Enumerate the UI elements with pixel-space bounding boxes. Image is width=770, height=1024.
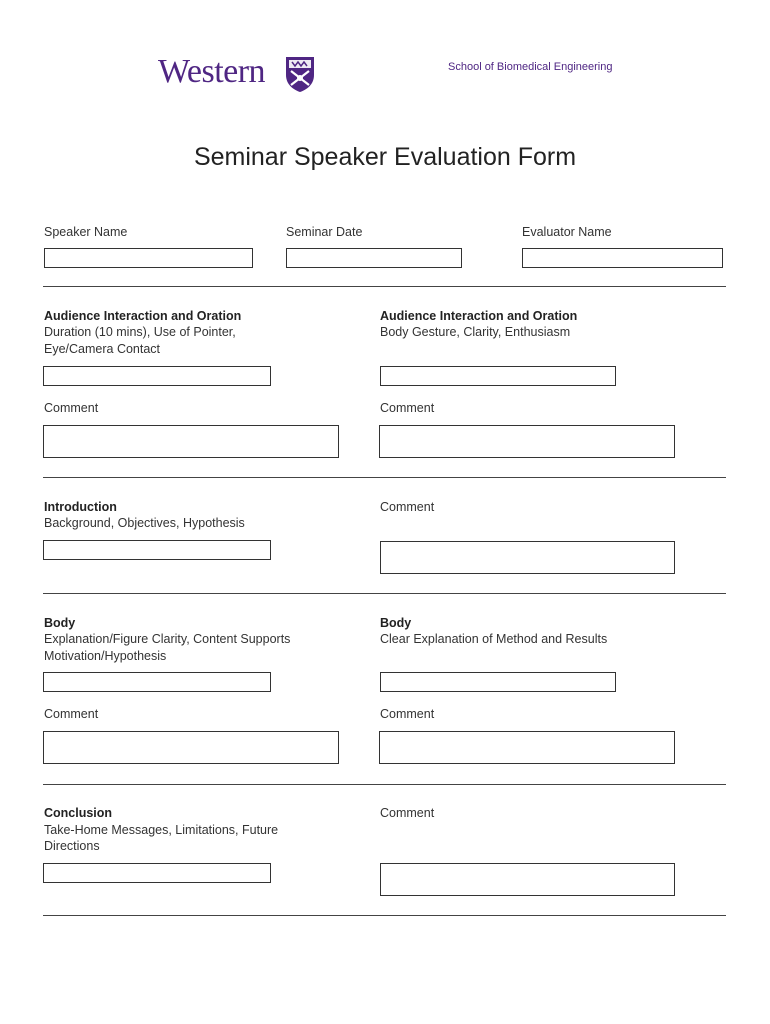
body-left-desc-2: Motivation/Hypothesis: [44, 649, 167, 663]
comment-label: Comment: [44, 707, 99, 721]
body-right-score-input[interactable]: [380, 672, 616, 692]
body-left-heading: Body: [44, 616, 76, 630]
body-right-desc-1: Clear Explanation of Method and Results: [380, 632, 608, 646]
conclusion-desc-1: Take-Home Messages, Limitations, Future: [44, 823, 279, 837]
audience-right-comment-input[interactable]: [379, 425, 675, 458]
evaluator-name-label: Evaluator Name: [522, 225, 612, 239]
evaluator-name-input[interactable]: [522, 248, 723, 268]
introduction-comment-input[interactable]: [380, 541, 675, 574]
section-divider: [43, 784, 726, 785]
section-divider: [43, 915, 726, 916]
department-name: School of Biomedical Engineering: [448, 61, 613, 73]
introduction-desc-1: Background, Objectives, Hypothesis: [44, 516, 245, 530]
body-right-comment-input[interactable]: [379, 731, 675, 764]
audience-right-score-input[interactable]: [380, 366, 616, 386]
audience-right-desc-1: Body Gesture, Clarity, Enthusiasm: [380, 325, 571, 339]
introduction-score-input[interactable]: [43, 540, 271, 560]
audience-left-comment-input[interactable]: [43, 425, 339, 458]
seminar-date-input[interactable]: [286, 248, 462, 268]
body-left-comment-input[interactable]: [43, 731, 339, 764]
body-left-desc-1: Explanation/Figure Clarity, Content Supports: [44, 632, 291, 646]
comment-label: Comment: [380, 806, 435, 820]
conclusion-desc-2: Directions: [44, 839, 100, 853]
body-right-heading: Body: [380, 616, 412, 630]
comment-label: Comment: [380, 401, 435, 415]
introduction-heading: Introduction: [44, 500, 117, 514]
section-divider: [43, 593, 726, 594]
page-title: Seminar Speaker Evaluation Form: [193, 143, 577, 171]
section-divider: [43, 286, 726, 287]
western-logo-text: Western: [158, 53, 266, 90]
seminar-date-label: Seminar Date: [286, 225, 363, 239]
western-crest-icon: [284, 55, 316, 93]
speaker-name-label: Speaker Name: [44, 225, 128, 239]
section-divider: [43, 477, 726, 478]
conclusion-score-input[interactable]: [43, 863, 271, 883]
conclusion-comment-input[interactable]: [380, 863, 675, 896]
audience-left-desc-2: Eye/Camera Contact: [44, 342, 161, 356]
comment-label: Comment: [380, 500, 435, 514]
comment-label: Comment: [380, 707, 435, 721]
audience-left-score-input[interactable]: [43, 366, 271, 386]
conclusion-heading: Conclusion: [44, 806, 113, 820]
comment-label: Comment: [44, 401, 99, 415]
audience-right-heading: Audience Interaction and Oration: [380, 309, 578, 323]
body-left-score-input[interactable]: [43, 672, 271, 692]
audience-left-desc-1: Duration (10 mins), Use of Pointer,: [44, 325, 236, 339]
speaker-name-input[interactable]: [44, 248, 253, 268]
audience-left-heading: Audience Interaction and Oration: [44, 309, 242, 323]
